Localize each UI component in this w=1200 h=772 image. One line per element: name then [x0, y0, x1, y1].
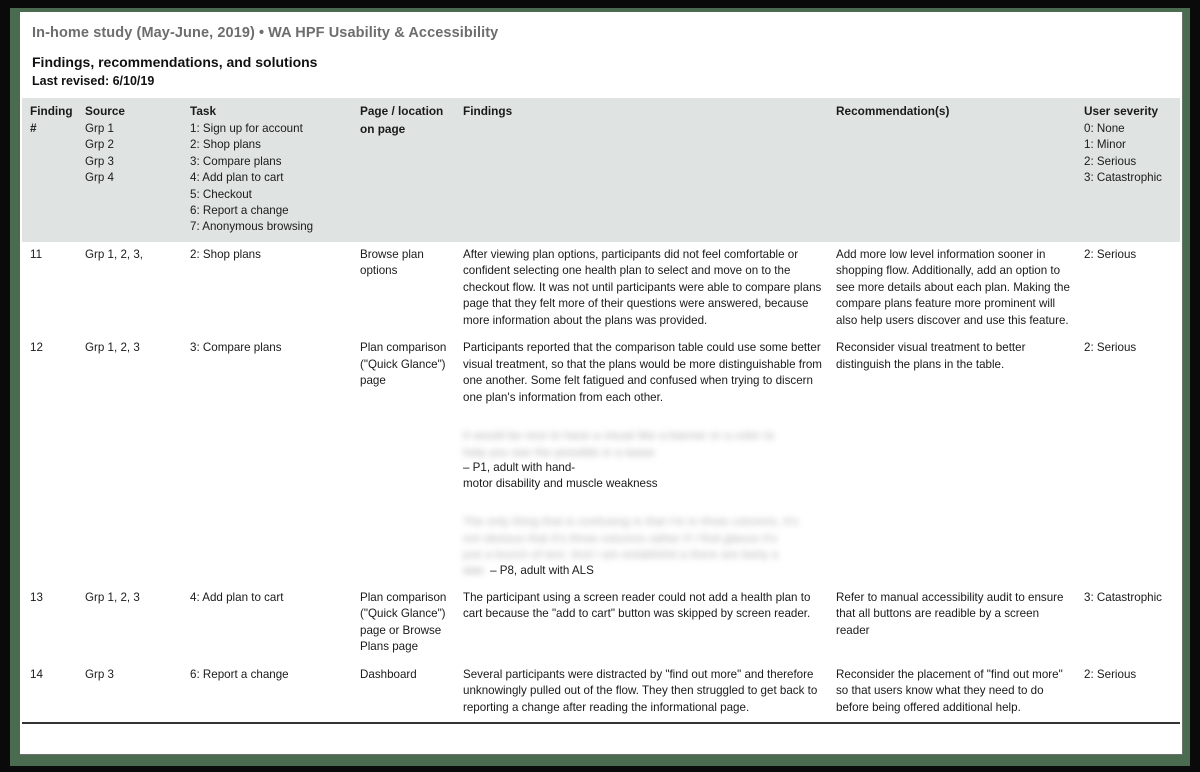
cell-source: Grp 1, 2, 3,	[85, 247, 143, 261]
header-cell-source	[77, 98, 182, 242]
table-row	[22, 242, 1180, 335]
cell-user-severity: 3: Catastrophic	[1084, 591, 1162, 605]
cell-finding-no: 13	[30, 591, 43, 605]
cell-source: Grp 1, 2, 3	[85, 341, 140, 355]
cell-recommendations: Reconsider the placement of "find out more" so that users know what they need to do before being offered additional help.	[828, 662, 1076, 723]
column-label-user-severity: User severity	[1084, 104, 1159, 118]
severity-legend-0: 0: None	[1084, 121, 1125, 135]
redacted-quote-fragment: was	[463, 563, 484, 577]
task-legend-2: 2: Shop plans	[190, 138, 261, 152]
study-name: In-home study (May-June, 2019)	[32, 25, 255, 41]
redacted-quote-p8	[463, 514, 822, 579]
column-label-page-location: Page / location	[360, 104, 444, 118]
cell-findings	[455, 585, 828, 662]
column-label-task: Task	[190, 104, 217, 118]
document-header	[22, 13, 1180, 98]
cell-finding-no: 14	[22, 662, 77, 723]
redacted-quote-line: not obvious that it's three columns rather if I find glance it's	[463, 532, 778, 545]
header-cell-task	[182, 98, 352, 242]
column-label-source: Source	[85, 104, 125, 118]
cell-user-severity: 2: Serious	[1084, 341, 1137, 355]
header-cell-recommendations	[828, 98, 1076, 242]
task-legend-5: 5: Checkout	[190, 187, 252, 201]
quote-attribution-inline: – P1, adult with hand-	[463, 461, 576, 475]
project-name: WA HPF Usability & Accessibility	[268, 25, 499, 41]
cell-recommendations: Reconsider visual treatment to better distinguish the plans in the table.	[836, 341, 1026, 371]
table-row	[22, 335, 1180, 585]
task-legend-7: 7: Anonymous browsing	[190, 220, 314, 234]
quote-attribution	[463, 460, 822, 476]
severity-legend-1: 1: Minor	[1084, 138, 1126, 152]
findings-text: The participant using a screen reader could not add a health plan to cart because the "add to cart" button was skipped by screen reader.	[463, 591, 811, 621]
task-legend-1: 1: Sign up for account	[190, 121, 303, 135]
task-legend-6: 6: Report a change	[190, 204, 289, 218]
cell-page-location: Plan comparison ("Quick Glance") page or Browse Plans page	[360, 591, 447, 654]
cell-source: Grp 3	[77, 662, 182, 723]
cell-page-location: Plan comparison ("Quick Glance") page	[360, 341, 447, 388]
column-label-findings: Findings	[463, 104, 513, 118]
cell-findings	[455, 335, 828, 585]
findings-text: Several participants were distracted by "find out more" and therefore unknowingly pulled out of the flow. They then struggled to get back to reporting a change after reading the informational page.	[463, 667, 818, 714]
cell-findings	[455, 662, 828, 723]
severity-legend-2: 2: Serious	[1084, 154, 1137, 168]
cell-page-location: Browse plan options	[360, 247, 424, 278]
subtitle-separator: •	[258, 25, 265, 41]
header-cell-page-location	[352, 98, 455, 242]
cell-recommendations: Add more low level information sooner in shopping flow. Additionally, add an option to see more details about each plan. Making the compare plans feature more prominent will also help users discover and use this feature.	[836, 247, 1070, 327]
source-legend-grp2: Grp 2	[85, 138, 114, 152]
quote-attribution-inline: – P8, adult with ALS	[490, 563, 594, 577]
header-cell-finding-no	[22, 98, 77, 242]
column-label-finding-no: Finding #	[30, 104, 73, 135]
cell-page-location: Dashboard	[352, 662, 455, 723]
quote-attribution-tail: motor disability and muscle weakness	[463, 476, 658, 490]
table-header-row	[22, 98, 1180, 242]
study-subtitle	[32, 25, 1180, 41]
column-label-page-location-line2: on page	[360, 121, 406, 136]
cell-user-severity: 2: Serious	[1084, 247, 1137, 261]
redacted-quote-line: The only thing that is confusing is that I'm in three columns, it's	[463, 515, 799, 528]
page-title: Findings, recommendations, and solutions	[32, 54, 318, 70]
quote-attribution	[463, 563, 822, 579]
cell-finding-no: 11	[30, 247, 43, 261]
cell-recommendations: Refer to manual accessibility audit to ensure that all buttons are readible by a screen reader	[836, 591, 1064, 637]
table-row	[22, 662, 1180, 723]
cell-finding-no: 12	[30, 341, 43, 355]
redacted-quote-line: just a bunch of text. And I am establishd a there are barly a	[463, 549, 779, 562]
redacted-quote-line: It would be nice to have a visual like a banner or a color to	[463, 430, 775, 442]
findings-text: After viewing plan options, participants did not feel comfortable or confident selecting one health plan to select and move on to the checkout flow. It was not until participants were able to compare plans page that they felt more of their questions were answered, because more information about the plans was provided.	[463, 247, 822, 327]
document-page	[22, 13, 1180, 752]
findings-table	[22, 98, 1180, 724]
findings-text: Participants reported that the comparison table could use some better visual treatment, so that the plans would be more distinguishable from one another. Some felt fatigued and confused when trying to discern one plan's information from each other.	[463, 341, 822, 404]
table-row	[22, 585, 1180, 662]
cell-task: 6: Report a change	[182, 662, 352, 723]
header-cell-findings	[455, 98, 828, 242]
column-label-recommendations: Recommendation(s)	[836, 104, 950, 118]
severity-legend-3: 3: Catastrophic	[1084, 171, 1162, 185]
task-legend-3: 3: Compare plans	[190, 154, 282, 168]
task-legend-4: 4: Add plan to cart	[190, 171, 284, 185]
source-legend-grp1: Grp 1	[85, 121, 114, 135]
redacted-quote-line: help you see the possible in a tease	[463, 446, 655, 459]
cell-findings	[455, 242, 828, 335]
header-cell-user-severity	[1076, 98, 1180, 242]
cell-task: 4: Add plan to cart	[190, 591, 284, 605]
source-legend-grp3: Grp 3	[85, 154, 114, 168]
cell-task: 3: Compare plans	[190, 341, 282, 355]
redacted-quote-p1	[463, 428, 822, 492]
cell-user-severity: 2: Serious	[1076, 662, 1180, 723]
source-legend-grp4: Grp 4	[85, 171, 114, 185]
cell-task: 2: Shop plans	[190, 247, 261, 261]
cell-source: Grp 1, 2, 3	[85, 591, 140, 605]
last-revised-label: Last revised: 6/10/19	[32, 74, 155, 88]
